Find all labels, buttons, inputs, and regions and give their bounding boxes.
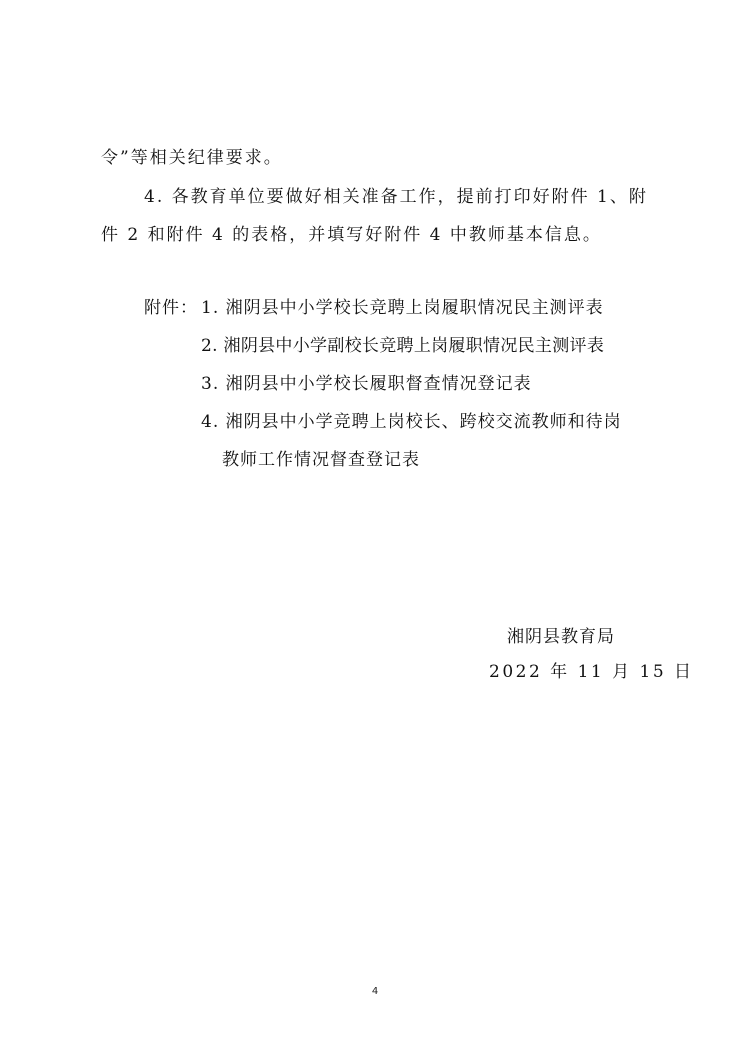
attachment-item-1: 1. 湘阴县中小学校长竞聘上岗履职情况民主测评表 (201, 298, 604, 318)
body-paragraph-line-3: 件 2 和附件 4 的表格，并填写好附件 4 中教师基本信息。 (101, 225, 602, 245)
signature-organization: 湘阴县教育局 (507, 627, 615, 647)
page-number: 4 (371, 986, 379, 997)
attachment-item-3: 3. 湘阴县中小学校长履职督查情况登记表 (201, 374, 532, 394)
body-paragraph-line-2: 4. 各教育单位要做好相关准备工作，提前打印好附件 1、附 (144, 187, 648, 207)
attachments-label: 附件： (144, 298, 198, 318)
body-paragraph-line-1: 令”等相关纪律要求。 (101, 148, 283, 168)
attachment-item-2: 2. 湘阴县中小学副校长竞聘上岗履职情况民主测评表 (201, 336, 605, 356)
signature-date: 2022 年 11 月 15 日 (489, 662, 694, 682)
attachment-item-4: 4. 湘阴县中小学竞聘上岗校长、跨校交流教师和待岗 (201, 412, 622, 432)
attachment-item-4-continuation: 教师工作情况督查登记表 (222, 450, 420, 470)
